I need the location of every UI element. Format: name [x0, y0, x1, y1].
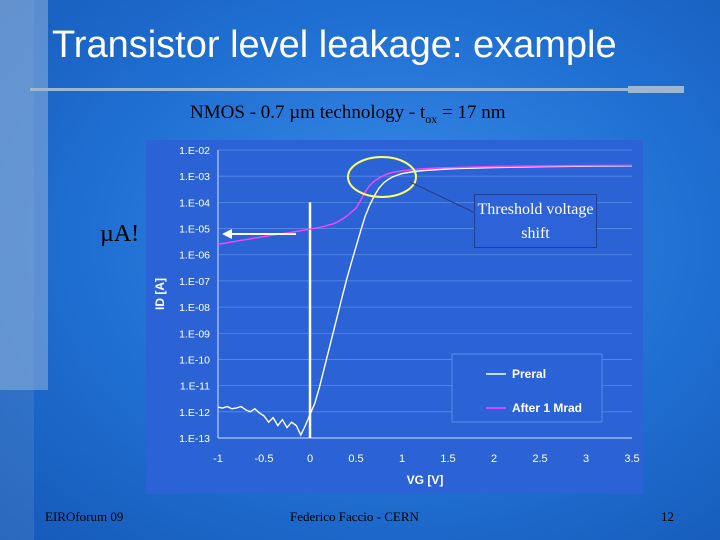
x-tick-label: 2	[490, 453, 498, 465]
y-tick-label: 1.E-07	[179, 275, 210, 288]
y-tick-label: 1.E-11	[179, 380, 210, 393]
y-tick-label: 1.E-06	[179, 249, 210, 262]
microamp-label: µA!	[100, 221, 140, 247]
title-underline-end	[628, 86, 684, 93]
slide-title: Transistor level leakage: example	[52, 24, 617, 66]
subtitle-tail: = 17 nm	[437, 102, 506, 123]
x-tick-label: 3.5	[624, 453, 640, 465]
microamp-arrow-head	[222, 229, 232, 239]
y-axis-title: ID [A]	[153, 278, 167, 310]
y-tick-label: 1.E-02	[179, 145, 210, 157]
y-tick-label: 1.E-12	[179, 406, 210, 419]
y-tick-label: 1.E-13	[179, 433, 210, 445]
legend-label: Preral	[512, 367, 547, 381]
x-tick-label: 0.5	[348, 453, 364, 465]
chart-subtitle	[190, 100, 620, 132]
left-decor-panel	[0, 0, 48, 390]
subtitle-subscript: ox	[425, 111, 438, 126]
y-tick-label: 1.E-09	[179, 328, 210, 341]
y-tick-label: 1.E-05	[179, 223, 210, 236]
x-tick-label: 1.5	[440, 453, 456, 465]
legend-label: After 1 Mrad	[512, 401, 583, 415]
x-tick-label: -1	[213, 453, 223, 465]
x-tick-label: 1	[398, 453, 406, 465]
x-tick-label: 3	[582, 453, 590, 465]
subtitle-main: NMOS - 0.7 µm technology - t	[190, 102, 426, 123]
y-tick-label: 1.E-10	[179, 354, 210, 367]
x-axis-title: VG [V]	[406, 473, 444, 487]
footer-event: EIROforum 09	[45, 509, 124, 524]
threshold-callout: Threshold voltage shift	[474, 194, 597, 248]
footer-author: Federico Faccio - CERN	[290, 509, 419, 524]
page-number: 12	[661, 509, 674, 524]
y-tick-label: 1.E-03	[179, 171, 210, 184]
y-tick-label: 1.E-08	[179, 302, 210, 315]
title-underline	[30, 88, 682, 91]
x-tick-label: -0.5	[254, 453, 274, 465]
y-tick-label: 1.E-04	[179, 197, 210, 210]
x-tick-label: 2.5	[532, 453, 548, 465]
x-tick-label: 0	[306, 453, 314, 465]
